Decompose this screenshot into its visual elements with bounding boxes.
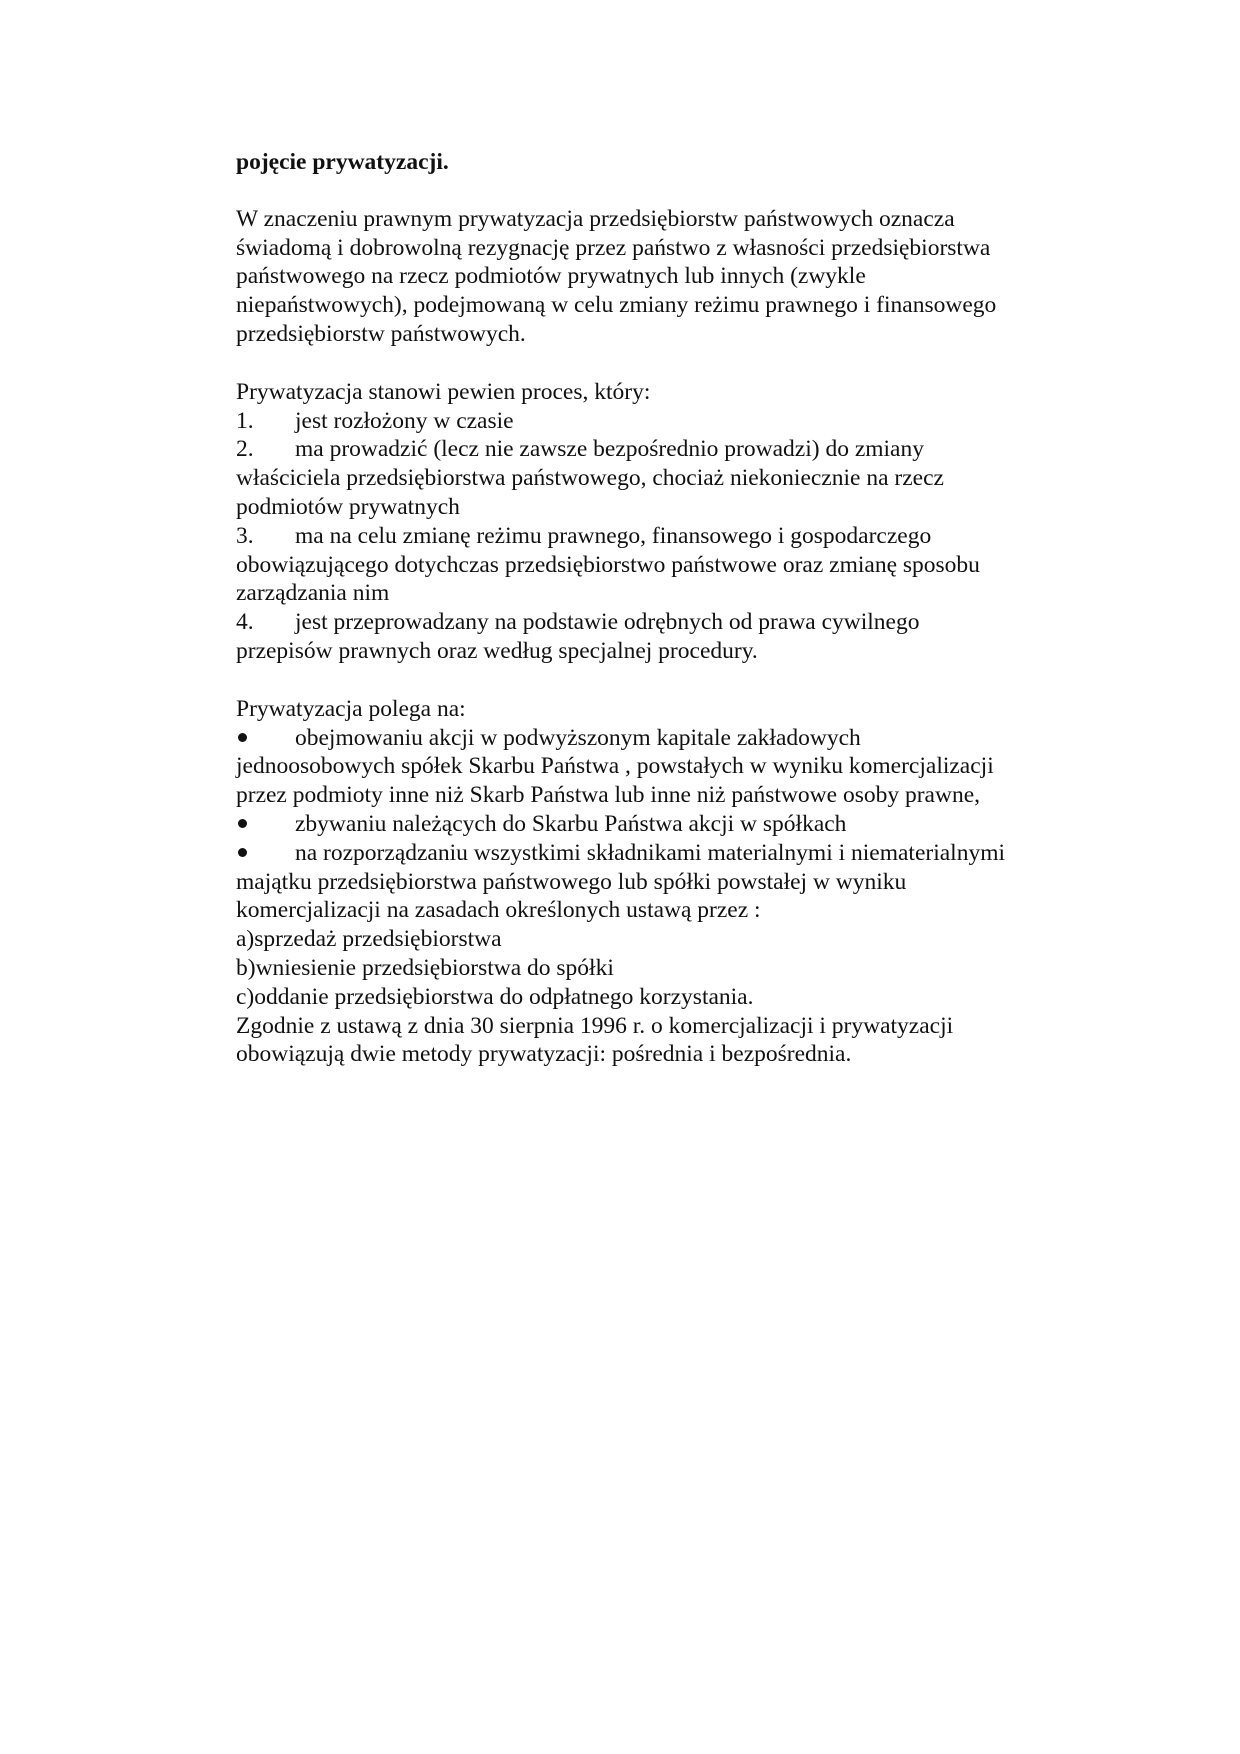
sub-item: a)sprzedaż przedsiębiorstwa bbox=[236, 926, 502, 953]
bullet-item bbox=[236, 839, 1006, 925]
item-text: jest przeprowadzany na podstawie odrębnych od prawa cywilnego przepisów prawnych oraz według specjalnej procedury. bbox=[236, 609, 920, 664]
bullet-item bbox=[236, 724, 1006, 810]
closing-paragraph: Zgodnie z ustawą z dnia 30 sierpnia 1996 r. o komercjalizacji i prywatyzacji obowiązują dwie metody prywatyzacji: pośrednia i bezpośrednia. bbox=[236, 1012, 954, 1068]
document-body bbox=[236, 148, 1006, 1098]
methods-intro: Prywatyzacja polega na: bbox=[236, 695, 466, 722]
sub-item: c)oddanie przedsiębiorstwa do odpłatnego korzystania. bbox=[236, 983, 754, 1010]
process-section bbox=[236, 378, 1006, 666]
process-intro: Prywatyzacja stanowi pewien proces, który: bbox=[236, 378, 651, 405]
document-title: pojęcie prywatyzacji. bbox=[236, 149, 449, 175]
item-number: 3. bbox=[236, 522, 254, 549]
bullet-text: zbywaniu należących do Skarbu Państwa akcji w spółkach bbox=[295, 810, 847, 837]
process-item bbox=[236, 407, 1006, 436]
process-item bbox=[236, 435, 1006, 521]
bullet-text: na rozporządzaniu wszystkimi składnikami materialnymi i niematerialnymi majątku przedsiębiorstwa państwowego lub spółki powstałej w wyniku komercjalizacji na zasadach określonych ustawą przez : bbox=[236, 839, 1006, 924]
item-number: 2. bbox=[236, 436, 254, 463]
bullet-icon bbox=[236, 839, 295, 868]
item-text: ma prowadzić (lecz nie zawsze bezpośrednio prowadzi) do zmiany właściciela przedsiębiorstwa państwowego, chociaż niekoniecznie na rzecz podmiotów prywatnych bbox=[236, 436, 944, 520]
bullet-icon bbox=[236, 724, 295, 753]
methods-section bbox=[236, 695, 1006, 1069]
definition-paragraph: W znaczeniu prawnym prywatyzacja przedsiębiorstw państwowych oznacza świadomą i dobrowolną rezygnację przez państwo z własności przedsiębiorstwa państwowego na rzecz podmiotów prywatnych lub innych (zwykle niepaństwowych), podejmowaną w celu zmiany reżimu prawnego i finansowego przedsiębiorstw państwowych. bbox=[236, 205, 997, 347]
bullet-text: obejmowaniu akcji w podwyższonym kapitale zakładowych jednoosobowych spółek Skarbu Państwa , powstałych w wyniku komercjalizacji przez podmioty inne niż Skarb Państwa lub inne niż państwowe osoby prawne, bbox=[236, 724, 994, 809]
item-number: 4. bbox=[236, 609, 254, 636]
process-item bbox=[236, 608, 1006, 666]
bullet-item bbox=[236, 810, 1006, 839]
sub-item: b)wniesienie przedsiębiorstwa do spółki bbox=[236, 954, 614, 981]
process-item bbox=[236, 522, 1006, 608]
bullet-icon bbox=[236, 810, 295, 839]
item-text: jest rozłożony w czasie bbox=[295, 407, 514, 434]
item-number: 1. bbox=[236, 407, 254, 434]
item-text: ma na celu zmianę reżimu prawnego, finansowego i gospodarczego obowiązującego dotychczas przedsiębiorstwo państwowe oraz zmianę sposobu zarządzania nim bbox=[236, 522, 980, 607]
